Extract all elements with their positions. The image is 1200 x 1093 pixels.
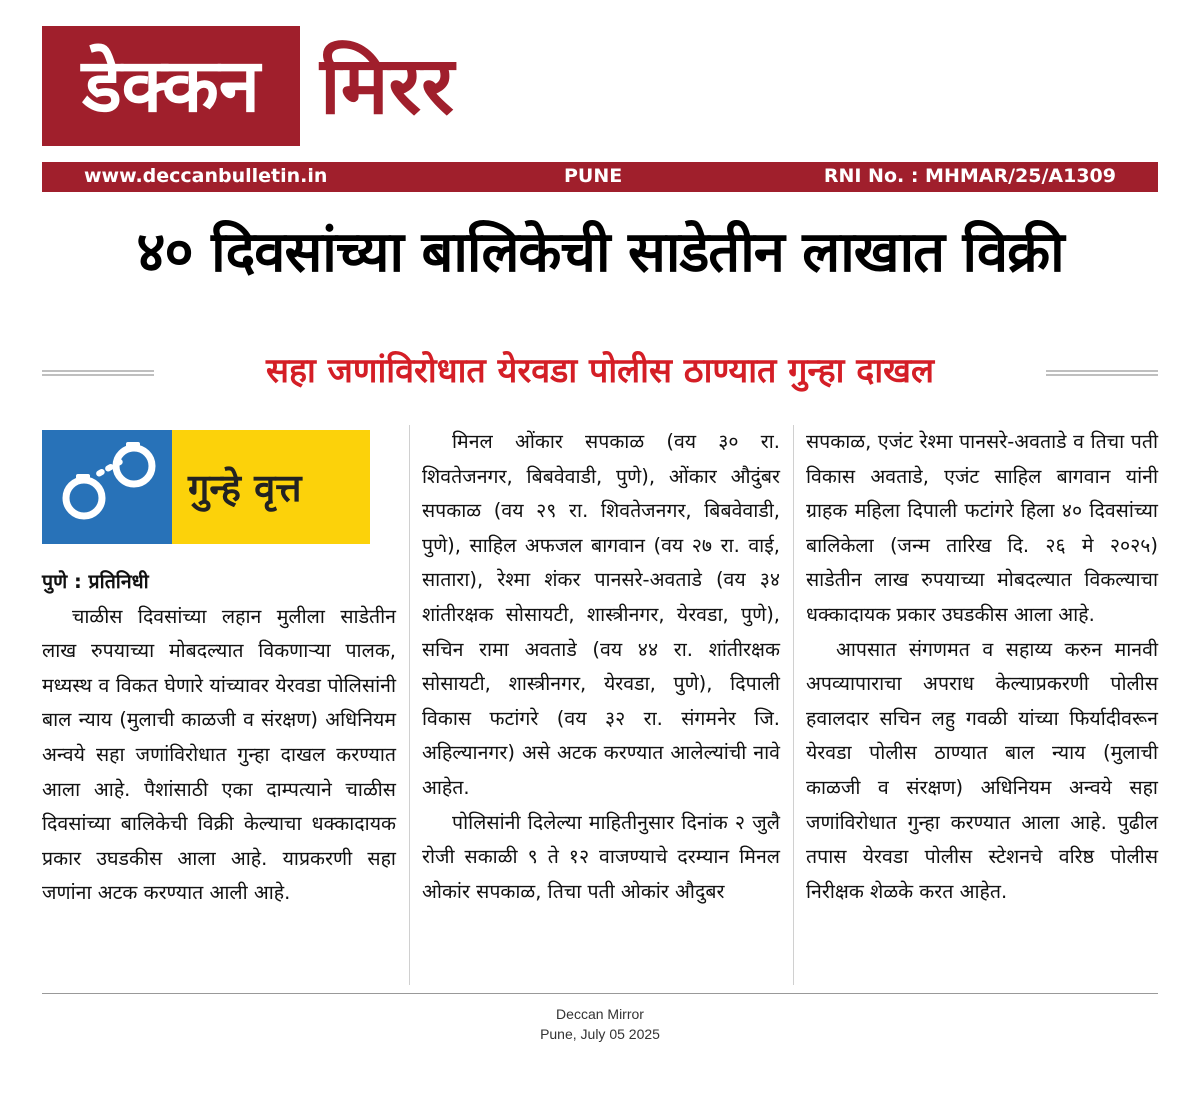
article-column-3	[806, 425, 1158, 909]
crime-news-badge	[42, 430, 370, 544]
info-bar	[42, 162, 1158, 192]
article-column-1	[42, 565, 396, 911]
dateline: पुणे : प्रतिनिधी	[42, 570, 149, 593]
column-divider	[793, 425, 794, 985]
article-paragraph: चाळीस दिवसांच्या लहान मुलीला साडेतीन लाख रुपयाच्या मोबदल्यात विकणाऱ्या पालक, मध्यस्थ व विकत घेणारे यांच्यावर येरवडा पोलिसांनी बाल न्याय (मुलाची काळजी व संरक्षण) अधिनियम अन्वये सहा जणांविरोधात गुन्हा दाखल करण्यात आला आहे. पैशांसाठी एका दाम्पत्याने चाळीस दिवसांच्या बालिकेची विक्री केल्याचा धक्कादायक प्रकार उघडकीस आला आहे. याप्रकरणी सहा जणांना अटक करण्यात आली आहे.	[42, 604, 396, 905]
article-paragraph: पोलिसांनी दिलेल्या माहितीनुसार दिनांक २ जुलै रोजी सकाळी ९ ते १२ वाजण्याचे दरम्यान मिनल ओकांर सपकाळ, तिचा पती ओकांर औदुबर	[422, 810, 780, 903]
subheadline-rule-right	[1046, 370, 1158, 376]
article-paragraph: मिनल ओंकार सपकाळ (वय ३० रा. शिवतेजनगर, बिबवेवाडी, पुणे), ओंकार औदुंबर सपकाळ (वय २९ रा. शिवतेजनगर, बिबवेवाडी, पुणे), साहिल अफजल बागवान (वय २७ रा. वाई, सातारा), रेश्मा शंकर पानसरे-अवताडे (वय ३४ शांतीरक्षक सोसायटी, शास्त्रीनगर, येरवडा, पुणे), सचिन रामा अवताडे (वय ४४ रा. शांतीरक्षक सोसायटी, शास्त्रीनगर, येरवडा, पुणे), दिपाली विकास फटांगरे (वय ३२ रा. संगमनेर जि. अहिल्यानगर) असे अटक करण्यात आलेल्यांची नावे आहेत.	[422, 430, 780, 799]
badge-label: गुन्हे वृत्त	[172, 430, 370, 544]
footer-publication: Deccan Mirror	[556, 1006, 644, 1022]
rni-number: RNI No. : MHMAR/25/A1309	[823, 165, 1116, 187]
handcuffs-icon	[42, 430, 172, 544]
masthead-box	[42, 26, 300, 146]
website-text: www.deccanbulletin.in	[84, 165, 328, 187]
subheadline: सहा जणांविरोधात येरवडा पोलीस ठाण्यात गुन्हा दाखल	[266, 351, 934, 391]
footer-rule	[42, 993, 1158, 994]
subheadline-row	[42, 342, 1158, 402]
subheadline-rule-left	[42, 370, 154, 376]
masthead-name-part1: डेक्कन	[82, 43, 260, 129]
article-column-2	[422, 425, 780, 909]
footer	[0, 1004, 1200, 1044]
article-paragraph: आपसात संगणमत व सहाय्य करुन मानवी अपव्यापाराचा अपराध केल्याप्रकरणी पोलीस हवालदार सचिन लहु गवळी यांच्या फिर्यादीवरून येरवडा पोलीस ठाण्यात बाल न्याय (मुलाची काळजी व संरक्षण) अधिनियम अन्वये सहा जणांविरोधात गुन्हा करण्यात आला आहे. पुढील तपास येरवडा पोलीस स्टेशनचे वरिष्ठ पोलीस निरीक्षक शेळके करत आहेत.	[806, 637, 1158, 903]
headline: ४० दिवसांच्या बालिकेची साडेतीन लाखात विक्री	[136, 220, 1064, 285]
article-paragraph: सपकाळ, एजंट रेश्मा पानसरे-अवताडे व तिचा पती विकास अवताडे, एजंट साहिल बागवान यांनी ग्राहक महिला दिपाली फटांगरे हिला ४० दिवसांच्या बालिकेला (जन्म तारिख दि. २६ मे २०२५) साडेतीन लाख रुपयाच्या मोबदल्यात विकल्याचा धक्कादायक प्रकार उघडकीस आला आहे.	[806, 430, 1158, 626]
city-text: PUNE	[564, 165, 623, 187]
masthead-name-part2: मिरर	[320, 39, 454, 132]
footer-date: Pune, July 05 2025	[540, 1026, 660, 1042]
column-divider	[409, 425, 410, 985]
masthead-logo	[42, 26, 454, 146]
